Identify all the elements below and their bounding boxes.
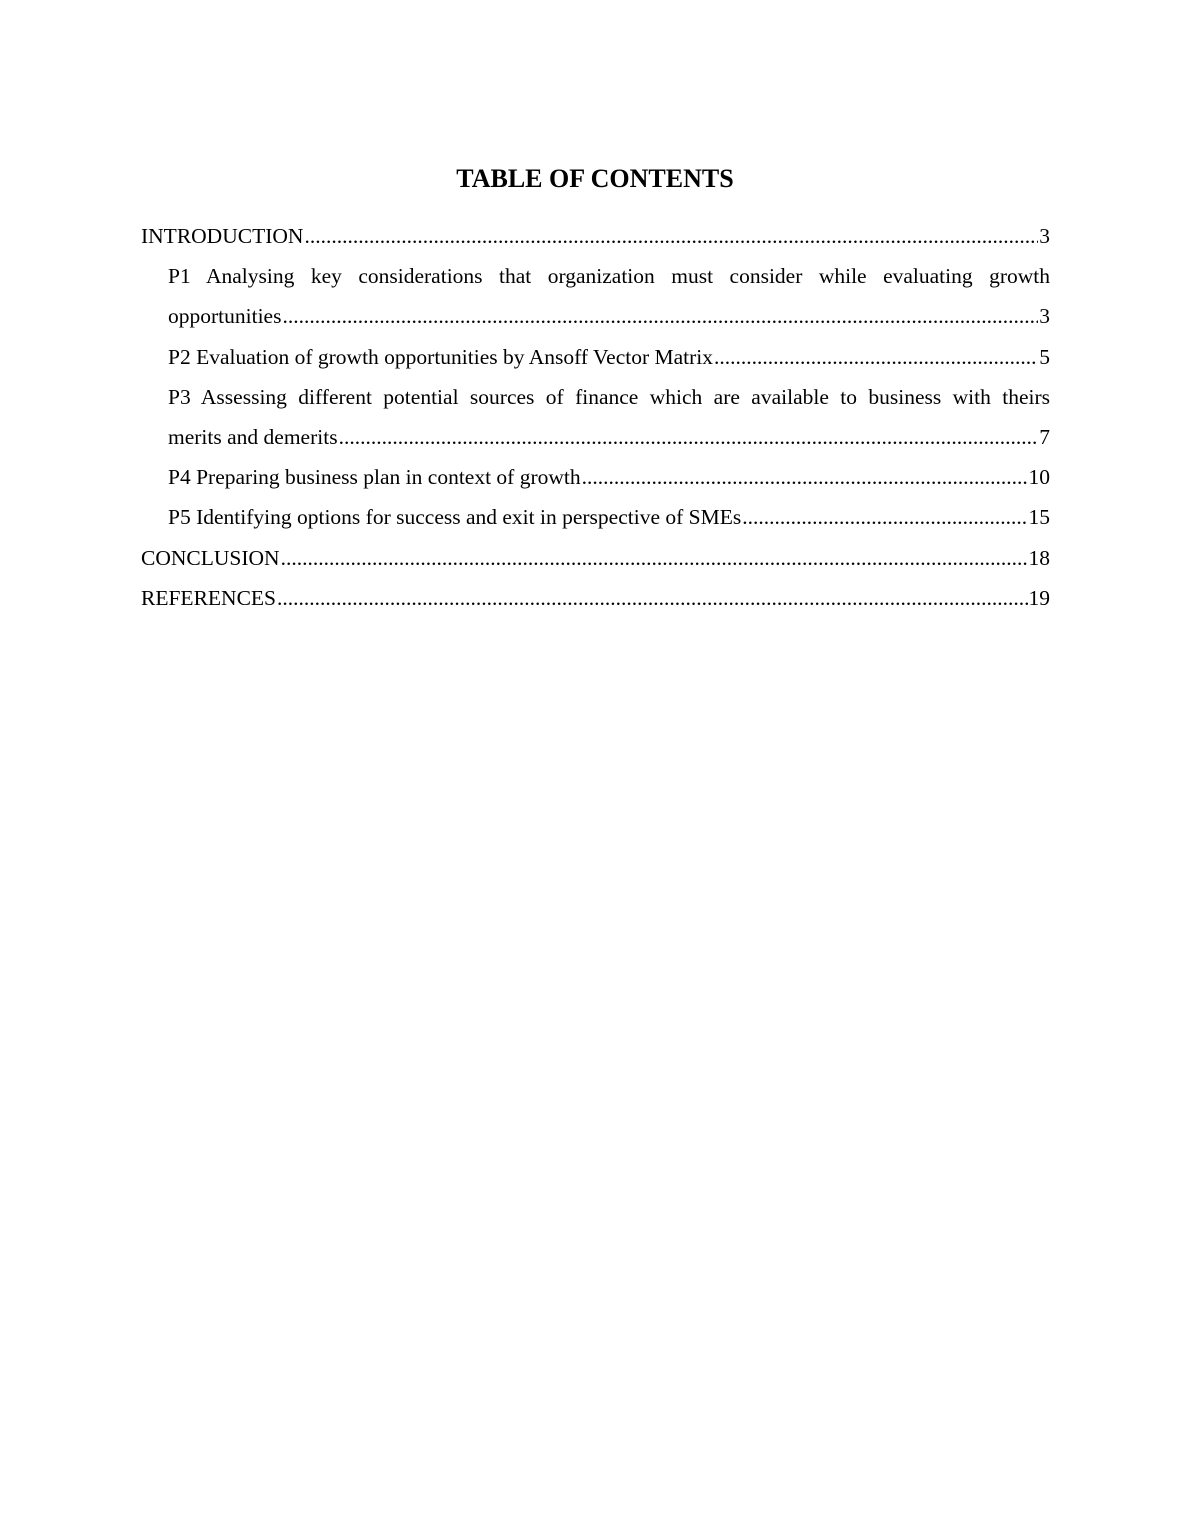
- toc-entry-label-line1[interactable]: P1 Analysing key considerations that organization must consider while evaluating growth: [168, 264, 1050, 289]
- toc-entry-conclusion[interactable]: [141, 538, 1050, 578]
- toc-entry-label[interactable]: INTRODUCTION: [141, 224, 304, 248]
- toc-page-number[interactable]: 3: [1039, 224, 1050, 248]
- dot-leader: [282, 296, 1038, 336]
- toc-entry-p5[interactable]: [141, 497, 1050, 537]
- toc-entry-label-line1[interactable]: P3 Assessing different potential sources of finance which are available to business with theirs: [168, 384, 1050, 409]
- toc-title: TABLE OF CONTENTS: [456, 164, 734, 193]
- toc-entry-p3[interactable]: [141, 377, 1050, 457]
- toc-page-number[interactable]: 10: [1028, 465, 1050, 490]
- toc-entry-p4[interactable]: [141, 457, 1050, 497]
- toc-entry-label[interactable]: P2 Evaluation of growth opportunities by Ansoff Vector Matrix: [168, 344, 714, 369]
- table-of-contents: [141, 216, 1050, 618]
- toc-page-number[interactable]: 19: [1028, 585, 1050, 610]
- toc-page-number[interactable]: 5: [1039, 344, 1050, 369]
- dot-leader: [304, 216, 1038, 256]
- toc-entry-label-line2[interactable]: opportunities: [168, 304, 282, 329]
- toc-entry-label[interactable]: P4 Preparing business plan in context of growth: [168, 465, 581, 490]
- toc-page-number[interactable]: 3: [1039, 304, 1050, 329]
- dot-leader: [714, 337, 1038, 377]
- toc-entry-references[interactable]: [141, 578, 1050, 618]
- toc-entry-label-line2[interactable]: merits and demerits: [168, 424, 338, 449]
- dot-leader: [339, 417, 1039, 457]
- dot-leader: [742, 497, 1027, 537]
- toc-entry-label[interactable]: REFERENCES: [141, 585, 276, 610]
- toc-page-number[interactable]: 18: [1028, 545, 1050, 570]
- dot-leader: [281, 538, 1028, 578]
- toc-entry-p2[interactable]: [141, 337, 1050, 377]
- toc-entry-introduction[interactable]: [141, 216, 1050, 256]
- dot-leader: [582, 457, 1028, 497]
- toc-page-number[interactable]: 15: [1028, 505, 1050, 530]
- toc-entry-p1[interactable]: [141, 256, 1050, 336]
- toc-page-number[interactable]: 7: [1039, 424, 1050, 449]
- toc-entry-label[interactable]: P5 Identifying options for success and exit in perspective of SMEs: [168, 505, 742, 530]
- toc-entry-label[interactable]: CONCLUSION: [141, 545, 280, 570]
- dot-leader: [277, 578, 1028, 618]
